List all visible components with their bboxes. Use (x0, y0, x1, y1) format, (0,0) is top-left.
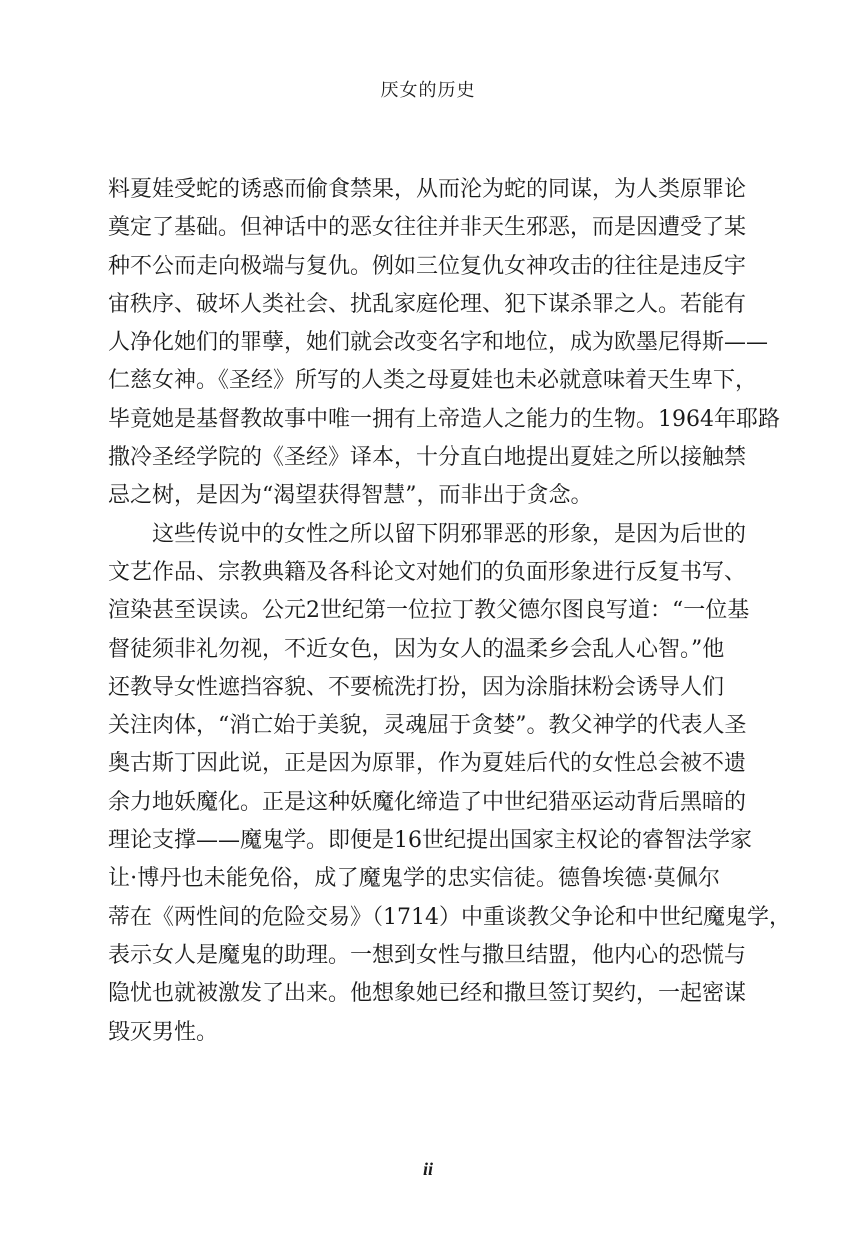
text-line: 撒冷圣经学院的《圣经》译本，十分直白地提出夏娃之所以接触禁 (108, 445, 747, 471)
text-line: 奥古斯丁因此说，正是因为原罪，作为夏娃后代的女性总会被不遗 (108, 751, 747, 777)
running-header: 厌女的历史 (380, 80, 476, 101)
text-line: 人净化她们的罪孽，她们就会改变名字和地位，成为欧墨尼得斯—— (108, 330, 769, 356)
text-line: 奠定了基础。但神话中的恶女往往并非天生邪恶，而是因遭受了某 (108, 215, 747, 241)
text-line: 让·博丹也未能免俗，成了魔鬼学的忠实信徒。德鲁埃德·莫佩尔 (108, 866, 720, 892)
text-line: 表示女人是魔鬼的助理。一想到女性与撒旦结盟，他内心的恐慌与 (108, 942, 747, 968)
body-text (108, 171, 791, 1052)
text-line: 还教导女性遮挡容貌、不要梳洗打扮，因为涂脂抹粉会诱导人们 (108, 674, 725, 700)
text-line: 余力地妖魔化。正是这种妖魔化缔造了中世纪猎巫运动背后黑暗的 (108, 789, 747, 815)
text-line: 宙秩序、破坏人类社会、扰乱家庭伦理、犯下谋杀罪之人。若能有 (108, 291, 747, 317)
text-line: 毕竟她是基督教故事中唯一拥有上帝造人之能力的生物。1964年耶路 (108, 406, 780, 432)
text-line: 蒂在《两性间的危险交易》（1714）中重谈教父争论和中世纪魔鬼学， (108, 904, 791, 930)
text-line: 文艺作品、宗教典籍及各科论文对她们的负面形象进行反复书写、 (108, 559, 747, 585)
text-line: 料夏娃受蛇的诱惑而偷食禁果，从而沦为蛇的同谋，为人类原罪论 (108, 177, 747, 202)
text-line: 关注肉体，“消亡始于美貌，灵魂屈于贪婪”。教父神学的代表人圣 (108, 713, 747, 739)
page-number: ii (422, 1159, 433, 1179)
text-line: 理论支撑——魔鬼学。即便是16世纪提出国家主权论的睿智法学家 (108, 828, 752, 854)
text-line: 隐忧也就被激发了出来。他想象她已经和撒旦签订契约，一起密谋 (108, 981, 747, 1007)
text-line: 仁慈女神。《圣经》所写的人类之母夏娃也未必就意味着天生卑下， (108, 368, 758, 394)
text-line: 毁灭男性。 (108, 1019, 219, 1045)
text-line: 这些传说中的女性之所以留下阴邪罪恶的形象，是因为后世的 (152, 521, 747, 547)
text-line: 督徒须非礼勿视，不近女色，因为女人的温柔乡会乱人心智。”他 (108, 636, 725, 662)
text-line: 种不公而走向极端与复仇。例如三位复仇女神攻击的往往是违反宇 (108, 253, 747, 279)
text-line: 忌之树，是因为“渴望获得智慧”，而非出于贪念。 (108, 483, 593, 509)
text-line: 渲染甚至误读。公元2世纪第一位拉丁教父德尔图良写道：“一位基 (108, 598, 750, 624)
